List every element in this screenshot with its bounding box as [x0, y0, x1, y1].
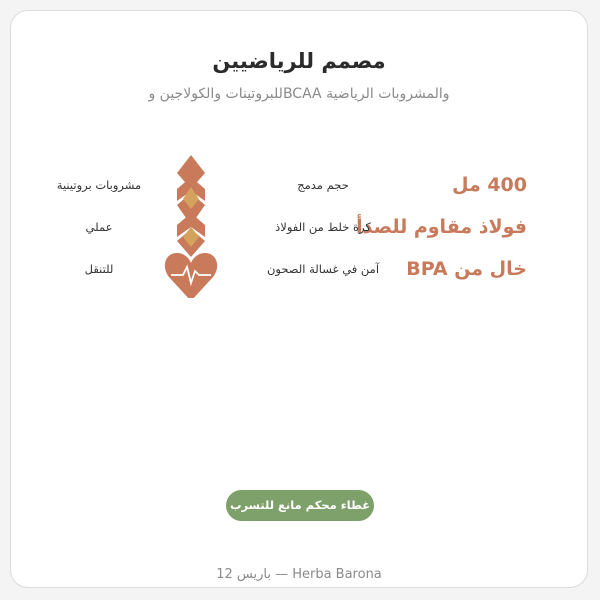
feature-note: عملي: [85, 220, 113, 234]
feature-detail: آمن في غسالة الصحون: [266, 262, 380, 276]
feature-note: للتنقل: [84, 262, 114, 276]
info-card: [10, 10, 588, 588]
footer-text: باريس 12 — Herba Barona: [216, 567, 382, 582]
page-subtitle: للبروتينات والكولاجين وBCAA والمشروبات الرياضية: [148, 86, 450, 102]
page-title: مصمم للرياضيين: [212, 49, 386, 73]
feature-highlight: خال من BPA: [406, 258, 527, 280]
icon-stack: [161, 153, 221, 298]
feature-row: [11, 249, 589, 289]
wheat-icon: [177, 155, 205, 257]
feature-note: مشروبات بروتينية: [56, 178, 142, 192]
feature-highlight: فولاذ مقاوم للصدأ: [356, 216, 527, 238]
feature-highlight: 400 مل: [451, 174, 527, 196]
heart-pulse-icon: [165, 253, 217, 298]
feature-detail: حجم مدمج: [297, 178, 349, 192]
feature-row: [11, 165, 589, 205]
leakproof-badge: غطاء محكم مانع للتسرب: [226, 490, 374, 521]
feature-detail: كرة خلط من الفولاذ: [275, 220, 371, 234]
feature-row: [11, 207, 589, 247]
